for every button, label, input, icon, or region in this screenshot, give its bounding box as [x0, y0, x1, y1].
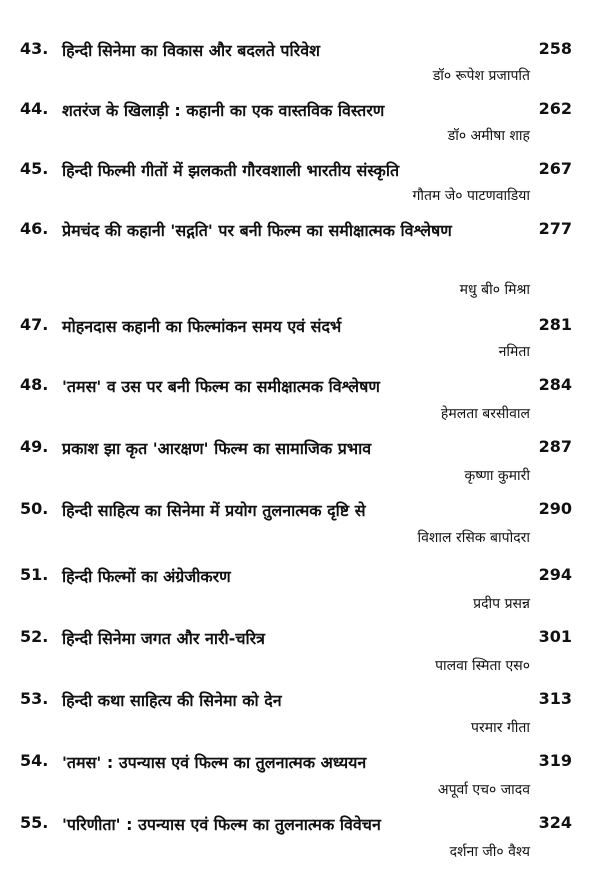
entry-number: 51.: [20, 565, 49, 584]
entry-number: 53.: [20, 689, 49, 708]
entry-number: 47.: [20, 315, 49, 334]
entry-title: हिन्दी कथा साहित्य की सिनेमा को देन: [62, 691, 282, 710]
entry-page: 258: [538, 39, 572, 58]
entry-title: 'तमस' : उपन्यास एवं फिल्म का तुलनात्मक अध्ययन: [62, 753, 367, 772]
entry-page: 284: [538, 375, 572, 394]
entry-author: मधु बी० मिश्रा: [459, 282, 530, 298]
entry-page: 313: [538, 689, 572, 708]
entry-number: 44.: [20, 99, 49, 118]
entry-number: 52.: [20, 627, 49, 646]
entry-title: मोहनदास कहानी का फिल्मांकन समय एवं संदर्भ: [62, 317, 342, 336]
entry-author: डॉ० अमीषा शाह: [447, 128, 530, 144]
entry-page: 262: [538, 99, 572, 118]
entry-author: हेमलता बरसीवाल: [440, 406, 530, 422]
entry-title: हिन्दी सिनेमा जगत और नारी-चरित्र: [62, 629, 266, 648]
entry-title: प्रकाश झा कृत 'आरक्षण' फिल्म का सामाजिक प्रभाव: [62, 439, 372, 458]
entry-page: 281: [538, 315, 572, 334]
entry-number: 54.: [20, 751, 49, 770]
entry-author: परमार गीता: [471, 720, 530, 736]
entry-number: 49.: [20, 437, 49, 456]
entry-page: 301: [538, 627, 572, 646]
entry-page: 267: [538, 159, 572, 178]
entry-title: हिन्दी साहित्य का सिनेमा में प्रयोग तुलनात्मक दृष्टि से: [62, 501, 366, 520]
entry-title: शतरंज के खिलाड़ी : कहानी का एक वास्तविक विस्तरण: [62, 101, 385, 120]
entry-title: हिन्दी फिल्मी गीतों में झलकती गौरवशाली भारतीय संस्कृति: [62, 161, 400, 180]
entry-author: अपूर्वा एच० जादव: [437, 782, 530, 798]
entry-page: 290: [538, 499, 572, 518]
entry-title: प्रेमचंद की कहानी 'सद्गति' पर बनी फिल्म का समीक्षात्मक विश्लेषण: [62, 221, 452, 240]
entry-number: 50.: [20, 499, 49, 518]
entry-author: गौतम जे० पाटणवाडिया: [412, 188, 530, 204]
entry-page: 294: [538, 565, 572, 584]
entry-number: 48.: [20, 375, 49, 394]
entry-title: हिन्दी फिल्मों का अंग्रेजीकरण: [62, 567, 231, 586]
entry-page: 277: [538, 219, 572, 238]
entry-number: 46.: [20, 219, 49, 238]
entry-number: 43.: [20, 39, 49, 58]
entry-author: प्रदीप प्रसन्न: [473, 596, 530, 612]
entry-page: 287: [538, 437, 572, 456]
entry-page: 324: [538, 813, 572, 832]
entry-number: 55.: [20, 813, 49, 832]
entry-author: दर्शना जी० वैश्य: [449, 844, 530, 860]
entry-title: हिन्दी सिनेमा का विकास और बदलते परिवेश: [62, 41, 320, 60]
entry-author: डॉ० रूपेश प्रजापति: [432, 68, 530, 84]
entry-author: पालवा स्मिता एस०: [435, 658, 530, 674]
entry-author: विशाल रसिक बापोदरा: [417, 530, 530, 546]
entry-title: 'परिणीता' : उपन्यास एवं फिल्म का तुलनात्मक विवेचन: [62, 815, 381, 834]
entry-author: कृष्णा कुमारी: [464, 468, 530, 484]
entry-number: 45.: [20, 159, 49, 178]
entry-title: 'तमस' व उस पर बनी फिल्म का समीक्षात्मक विश्लेषण: [62, 377, 380, 396]
entry-author: नमिता: [498, 344, 530, 360]
entry-page: 319: [538, 751, 572, 770]
